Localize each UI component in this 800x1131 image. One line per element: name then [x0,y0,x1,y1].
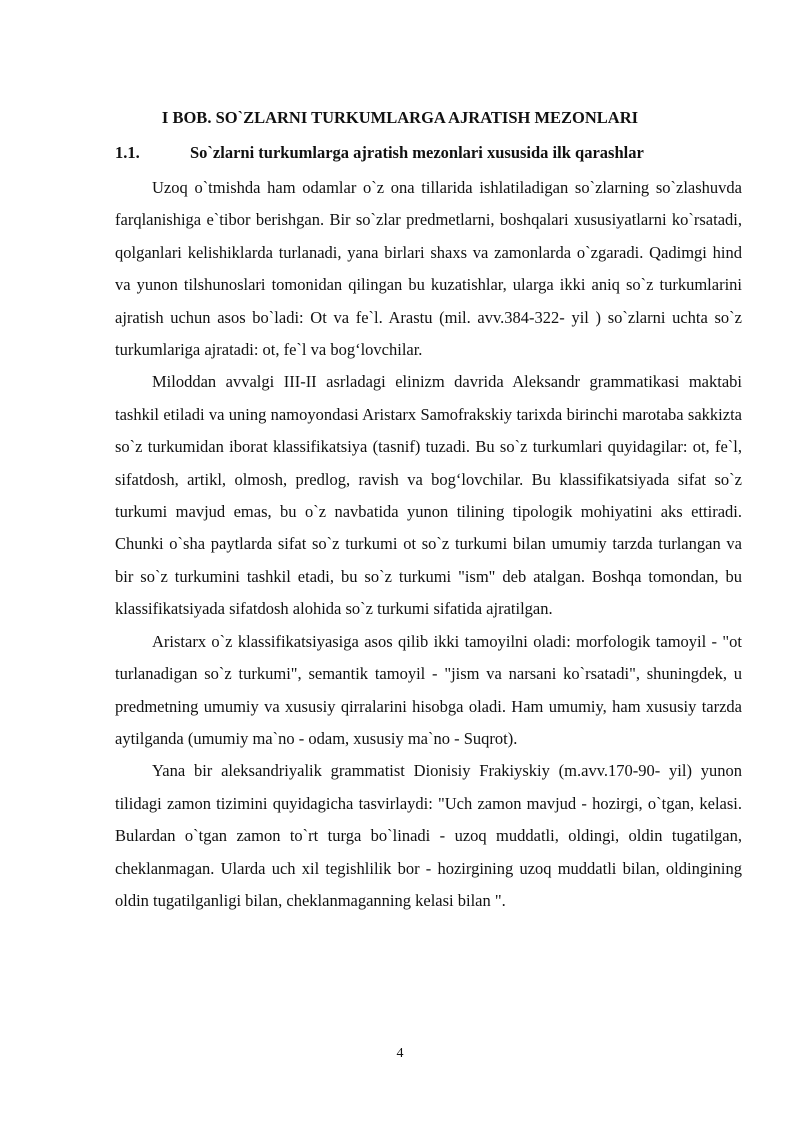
body-text [115,172,742,917]
paragraph-2: Miloddan avvalgi III-II asrladagi elinizm davrida Aleksandr grammatikasi maktabi tashkil etiladi va uning namoyondasi Aristarx Samofrakskiy tarixda birinchi marotaba sakkizta so`z turkumidan iborat klassifikatsiya (tasnif) tuzadi. Bu so`z turkumlari quyidagilar: ot, fe`l, sifatdosh, artikl, olmosh, predlog, ravish va bog‘lovchilar. Bu klassifikatsiyada sifat so`z turkumi mavjud emas, bu o`z navbatida yunon tilining tipologik mohiyatini aks ettiradi. Chunki o`sha paytlarda sifat so`z turkumi ot so`z turkumi bilan umumiy tarzda turlangan va bir so`z turkumini tashkil etadi, bu so`z turkumi "ism" deb atalgan. Boshqa tomondan, bu klassifikatsiyada sifatdosh alohida so`z turkumi sifatida ajratilgan. [115,372,742,619]
paragraph-4: Yana bir aleksandriyalik grammatist Dionisiy Frakiyskiy (m.avv.170-90- yil) yunon tilidagi zamon tizimini quyidagicha tasvirlaydi: "Uch zamon mavjud - hozirgi, o`tgan, kelasi. Bulardan o`tgan zamon to`rt turga bo`linadi - uzoq muddatli, oldingi, oldin tugatilgan, cheklanmagan. Ularda uch xil tegishlilik bor - hozirgining uzoq muddatli bilan, oldingining oldin tugatilganligi bilan, cheklanmaganning kelasi bilan ". [115,761,742,910]
paragraph-3: Aristarx o`z klassifikatsiyasiga asos qilib ikki tamoyilni oladi: morfologik tamoyil - "ot turlanadigan so`z turkumi", semantik tamoyil - "jism va narsani ko`rsatadi", shuningdek, u predmetning umumiy va xususiy qirralarini hisobga oladi. Ham umumiy, ham xususiy tarzda aytilganda (umumiy ma`no - odam, xususiy ma`no - Suqrot). [115,631,742,748]
section-heading [115,143,745,163]
paragraph-1: Uzoq o`tmishda ham odamlar o`z ona tillarida ishlatiladigan so`zlarning so`zlashuvda farqlanishiga e`tibor berishgan. Bir so`zlar predmetlarni, boshqalari xususiyatlarni ko`rsatadi, qolganlari kelishiklarda turlanadi, yana birlari shaxs va zamonlarda o`zgaradi. Qadimgi hind va yunon tilshunoslari tomonidan qilingan bu kuzatishlar, ularga ikki aniq so`z turkumlarini ajratish uchun asos bo`ladi: Ot va fe`l. Arastu (mil. avv.384-322- yil ) so`zlarni uchta so`z turkumlariga ajratadi: ot, fe`l va bog‘lovchilar. [115,178,742,360]
section-title: So`zlarni turkumlarga ajratish mezonlari xususida ilk qarashlar [190,143,644,162]
section-number: 1.1. [115,143,140,162]
chapter-title: I BOB. SO`ZLARNI TURKUMLARGA AJRATISH MEZONLARI [161,108,639,127]
page-number: 4 [396,1046,404,1061]
